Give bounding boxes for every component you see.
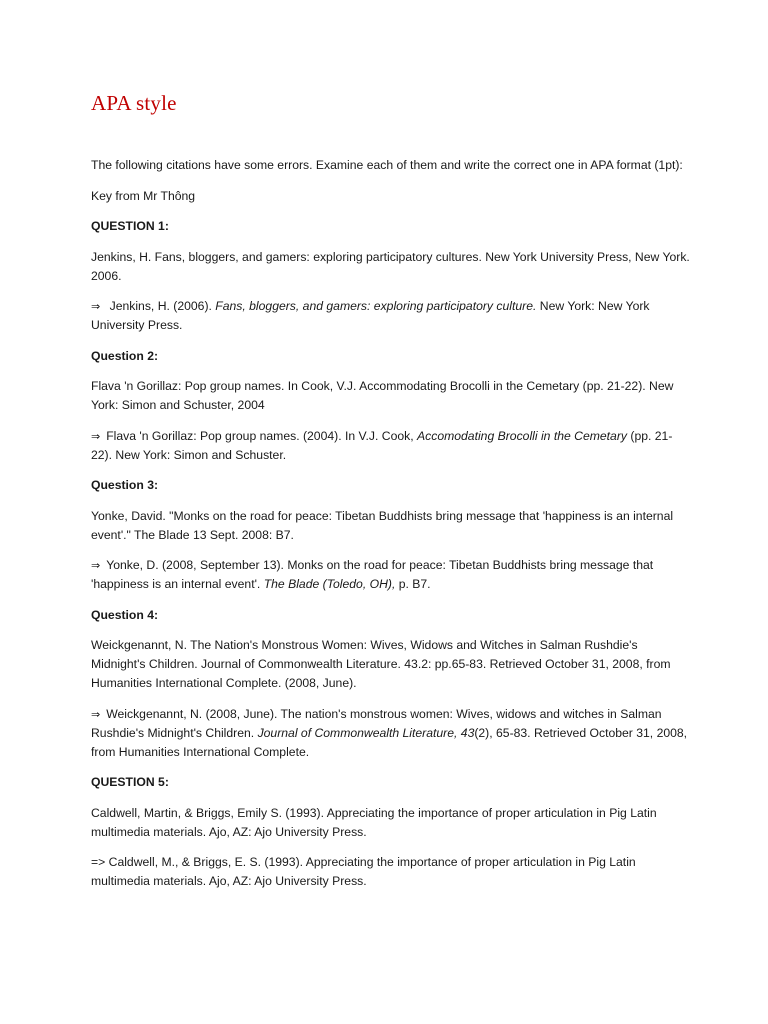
question-heading: QUESTION 1: — [91, 219, 169, 233]
arrow-icon: ⇒ — [91, 429, 101, 443]
arrow-icon: ⇒ — [91, 300, 101, 313]
original-citation: Flava 'n Gorillaz: Pop group names. In Cook, V.J. Accommodating Brocolli in the Cemetary (pp. 21-22). New York: Simon and Schuster, 2004 — [91, 379, 674, 412]
question-heading: Question 4: — [91, 607, 159, 622]
arrow-icon: ⇒ — [91, 559, 101, 572]
citation-italic: Fans, bloggers, and gamers: exploring participatory culture. — [215, 299, 537, 313]
citation-text: (pp. 21-22). New York: Simon and Schuster. — [91, 428, 673, 462]
citation-text: Weickgenannt, N. (2008, June). The nation's monstrous women: Wives, widows and witches in Salman Rushdie's Midnight's Children. — [91, 706, 662, 740]
citation-italic: Journal of Commonwealth Literature, 43 — [257, 725, 475, 740]
question-heading: Question 3: — [91, 478, 159, 492]
original-citation: Jenkins, H. Fans, bloggers, and gamers: exploring participatory cultures. New York University Press, New York. 2006. — [91, 249, 690, 283]
corrected-citation — [91, 705, 691, 762]
document-body — [91, 156, 691, 903]
corrected-citation — [91, 556, 691, 594]
original-citation: Caldwell, Martin, & Briggs, Emily S. (1993). Appreciating the importance of proper articulation in Pig Latin multimedia materials. Ajo, AZ: Ajo University Press. — [91, 805, 657, 839]
question-heading: Question 2: — [91, 348, 159, 363]
citation-italic: Accomodating Brocolli in the Cemetary — [417, 428, 627, 443]
corrected-citation — [91, 297, 691, 335]
intro-paragraph: The following citations have some errors. Examine each of them and write the correct one in APA format (1pt): — [91, 158, 683, 172]
citation-italic: The Blade (Toledo, OH), — [263, 577, 396, 591]
original-citation: Weickgenannt, N. The Nation's Monstrous Women: Wives, Widows and Witches in Salman Rushdie's Midnight's Children. Journal of Commonwealth Literature. 43.2: pp.65-83. Retrieved October 31, 2008, from Humanities International Complete. (2008, June). — [91, 638, 671, 690]
document-title: APA style — [91, 91, 177, 115]
citation-text: Yonke, D. (2008, September 13). Monks on the road for peace: Tibetan Buddhists bring message that 'happiness is an internal event'. — [91, 558, 654, 591]
arrow-icon: => — [91, 855, 106, 869]
citation-text: Jenkins, H. (2006). — [106, 299, 216, 313]
arrow-icon: ⇒ — [91, 707, 101, 721]
key-note: Key from Mr Thông — [91, 188, 196, 203]
corrected-citation — [91, 853, 691, 891]
citation-text: p. B7. — [395, 577, 431, 591]
citation-text: (2), 65-83. Retrieved October 31, 2008, from Humanities International Complete. — [91, 725, 688, 759]
citation-text: Flava 'n Gorillaz: Pop group names. (2004). In V.J. Cook, — [106, 428, 417, 443]
question-heading: QUESTION 5: — [91, 775, 169, 789]
corrected-citation — [91, 427, 691, 465]
citation-text: New York: New York University Press. — [91, 299, 650, 332]
citation-text: Caldwell, M., & Briggs, E. S. (1993). Appreciating the importance of proper articulation in Pig Latin multimedia materials. Ajo, AZ: Ajo University Press. — [91, 855, 636, 888]
original-citation: Yonke, David. "Monks on the road for peace: Tibetan Buddhists bring message that 'happiness is an internal event'." The Blade 13 Sept. 2008: B7. — [91, 508, 674, 542]
